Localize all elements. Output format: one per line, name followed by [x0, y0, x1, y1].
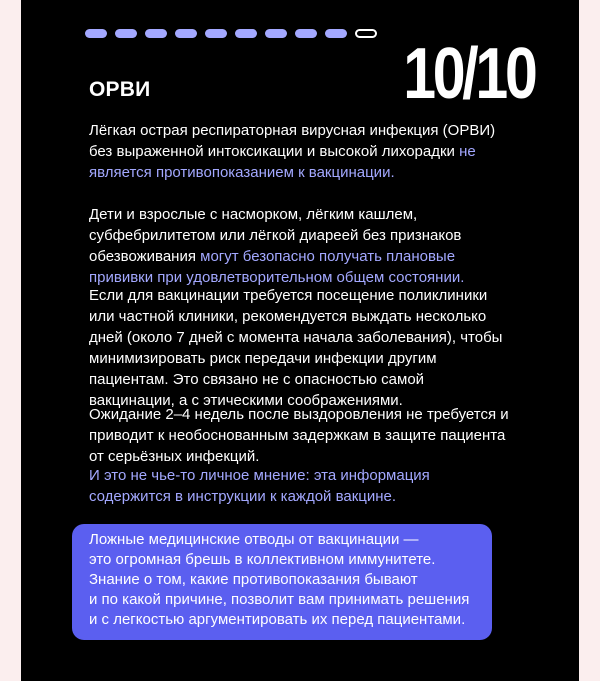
progress-dot — [85, 29, 107, 38]
progress-dot — [115, 29, 137, 38]
highlighted-text: И это не чье-то личное мнение: эта информация содержится в инструкции к каждой вакцине. — [89, 467, 430, 505]
slide-counter: 10/10 — [403, 34, 535, 114]
paragraph-1 — [89, 120, 509, 183]
highlighted-text: не является противопоказанием к вакцинации. — [89, 143, 476, 181]
progress-dot — [295, 29, 317, 38]
paragraph-3 — [89, 285, 509, 411]
paragraph-4 — [89, 404, 509, 467]
slide-title: ОРВИ — [89, 78, 151, 101]
body-text: Ожидание 2–4 недель после выздоровления не требуется и приводит к необоснованным задержкам в защите пациента от серьёзных инфекций. — [89, 406, 509, 465]
callout-line: Знание о том, какие противопоказания бывают — [89, 571, 418, 588]
progress-dots — [85, 29, 377, 38]
body-text: Если для вакцинации требуется посещение поликлиники или частной клиники, рекомендуется выждать несколько дней (около 7 дней с момента начала заболевания), чтобы минимизировать риск передачи инфекции другим пациентам. Это связано не с опасностью самой вакцинации, а с этическими соображениями. — [89, 287, 503, 409]
highlighted-text: могут безопасно получать плановые прививки при удовлетворительном общем состоянии. — [89, 248, 465, 286]
callout-box — [72, 524, 492, 640]
progress-dot — [325, 29, 347, 38]
progress-dot — [205, 29, 227, 38]
progress-dot — [145, 29, 167, 38]
callout-line: и по какой причине, позволит вам принимать решения — [89, 591, 470, 608]
paragraph-2 — [89, 204, 509, 288]
body-text: Лёгкая острая респираторная вирусная инфекция (ОРВИ) без выраженной интоксикации и высокой лихорадки — [89, 122, 496, 160]
paragraph-5 — [89, 465, 509, 507]
progress-dot-current — [355, 29, 377, 38]
progress-dot — [265, 29, 287, 38]
progress-dot — [235, 29, 257, 38]
progress-dot — [175, 29, 197, 38]
callout-line: Ложные медицинские отводы от вакцинации — — [89, 531, 419, 548]
callout-line: это огромная брешь в коллективном иммунитете. — [89, 551, 436, 568]
callout-line: и с легкостью аргументировать их перед пациентами. — [89, 611, 466, 628]
body-text: Дети и взрослые с насморком, лёгким кашлем, субфебрилитетом или лёгкой диареей без признаков обезвоживания — [89, 206, 462, 265]
